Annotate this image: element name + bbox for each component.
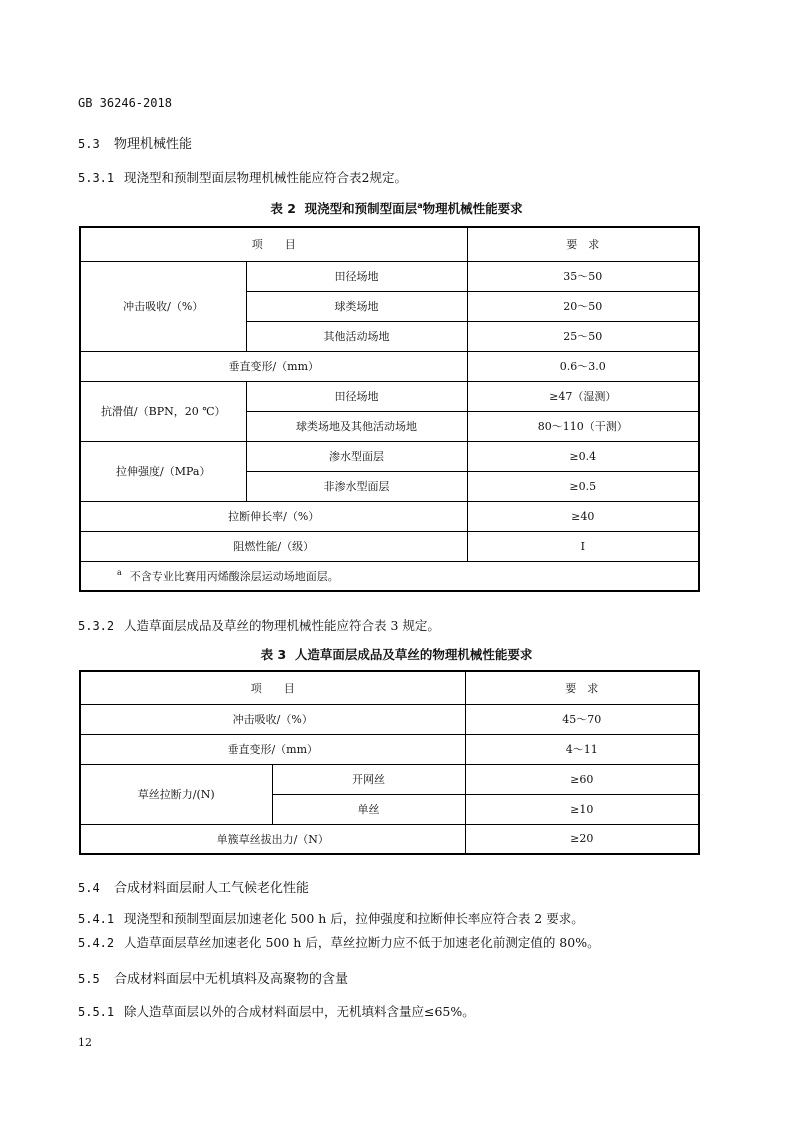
clause-5-5-1 — [78, 1002, 475, 1020]
table-row — [80, 261, 699, 291]
clause-text: 除人造草面层以外的合成材料面层中，无机填料含量应≤65%。 — [124, 1004, 475, 1019]
table3-caption-text: 人造草面层成品及草丝的物理机械性能要求 — [294, 647, 533, 662]
section-5-3-heading — [78, 133, 192, 152]
clause-text: 现浇型和预制型面层加速老化 500 h 后，拉伸强度和拉断伸长率应符合表 2 要求。 — [124, 911, 584, 926]
flame-value: Ⅰ — [467, 531, 699, 561]
section-5-5-heading — [78, 968, 348, 987]
vertical-label: 垂直变形/（mm） — [80, 734, 465, 764]
slip-label: 抗滑值/（BPN，20 ℃） — [80, 381, 246, 441]
section-number: 5.5 — [78, 972, 100, 986]
row-value: 20～50 — [467, 291, 699, 321]
row-sub: 渗水型面层 — [246, 441, 467, 471]
tensile-label: 拉伸强度/（MPa） — [80, 441, 246, 501]
table-row — [80, 501, 699, 531]
tuft-label: 单簇草丝拔出力/（N） — [80, 824, 465, 854]
row-sub: 其他活动场地 — [246, 321, 467, 351]
table-row — [80, 441, 699, 471]
footnote-text: 不含专业比赛用丙烯酸涂层运动场地面层。 — [129, 569, 339, 583]
clause-5-4-2 — [78, 933, 600, 951]
table3-caption-prefix: 表 3 — [260, 647, 287, 662]
table2-caption-suffix: 物理机械性能要求 — [422, 201, 523, 216]
header-requirement: 要 求 — [467, 227, 699, 261]
vertical-label: 垂直变形/（mm） — [80, 351, 467, 381]
clause-text: 人造草面层草丝加速老化 500 h 后，草丝拉断力应不低于加速老化前测定值的 80%。 — [124, 935, 600, 950]
table-row — [80, 824, 699, 854]
table-3 — [79, 670, 700, 855]
yarn-label: 草丝拉断力/(N) — [80, 764, 272, 824]
page-number: 12 — [78, 1036, 92, 1049]
table-row — [80, 531, 699, 561]
row-sub: 田径场地 — [246, 381, 467, 411]
clause-number: 5.3.1 — [78, 171, 115, 185]
row-value: ≥0.5 — [467, 471, 699, 501]
impact-value: 45～70 — [465, 704, 699, 734]
table2-caption-text: 现浇型和预制型面层 — [304, 201, 418, 216]
row-sub: 非渗水型面层 — [246, 471, 467, 501]
row-value: ≥10 — [465, 794, 699, 824]
row-sub: 球类场地 — [246, 291, 467, 321]
table-footnote-row — [80, 561, 699, 591]
table-row — [80, 381, 699, 411]
table-row — [80, 764, 699, 794]
table-row — [80, 734, 699, 764]
footnote-mark: a — [117, 568, 122, 578]
section-number: 5.3 — [78, 137, 100, 151]
vertical-value: 4～11 — [465, 734, 699, 764]
table-row — [80, 704, 699, 734]
table-footnote — [80, 561, 699, 591]
header-item: 项 目 — [80, 227, 467, 261]
elongation-value: ≥40 — [467, 501, 699, 531]
impact-label: 冲击吸收/（%） — [80, 261, 246, 351]
section-title: 合成材料面层耐人工气候老化性能 — [114, 881, 310, 896]
row-sub: 单丝 — [272, 794, 465, 824]
row-value: 25～50 — [467, 321, 699, 351]
row-sub: 球类场地及其他活动场地 — [246, 411, 467, 441]
clause-text: 现浇型和预制型面层物理机械性能应符合表2规定。 — [124, 170, 407, 185]
row-value: ≥60 — [465, 764, 699, 794]
table2-caption-prefix: 表 2 — [270, 201, 296, 216]
clause-number: 5.3.2 — [78, 619, 115, 633]
table-header-row — [80, 227, 699, 261]
table-2 — [79, 226, 700, 592]
table-row — [80, 351, 699, 381]
elongation-label: 拉断伸长率/（%） — [80, 501, 467, 531]
table-header-row — [80, 671, 699, 704]
flame-label: 阻燃性能/（级） — [80, 531, 467, 561]
row-value: ≥0.4 — [467, 441, 699, 471]
clause-5-3-1 — [78, 168, 407, 186]
section-5-4-heading — [78, 877, 309, 896]
section-title: 合成材料面层中无机填料及高聚物的含量 — [114, 972, 349, 987]
tuft-value: ≥20 — [465, 824, 699, 854]
clause-number: 5.5.1 — [78, 1005, 115, 1019]
clause-number: 5.4.2 — [78, 936, 115, 950]
row-value: ≥47（湿测） — [467, 381, 699, 411]
vertical-value: 0.6～3.0 — [467, 351, 699, 381]
section-number: 5.4 — [78, 881, 100, 895]
clause-5-3-2 — [78, 616, 440, 634]
row-value: 80～110（干测） — [467, 411, 699, 441]
clause-number: 5.4.1 — [78, 912, 115, 926]
header-item: 项 目 — [80, 671, 465, 704]
row-sub: 田径场地 — [246, 261, 467, 291]
header-requirement: 要 求 — [465, 671, 699, 704]
impact-label: 冲击吸收/（%） — [80, 704, 465, 734]
section-title: 物理机械性能 — [114, 137, 193, 152]
table2-caption-sup: a — [417, 200, 423, 210]
table3-caption — [0, 645, 793, 663]
row-sub: 开网丝 — [272, 764, 465, 794]
standard-code: GB 36246-2018 — [78, 96, 172, 110]
row-value: 35～50 — [467, 261, 699, 291]
clause-text: 人造草面层成品及草丝的物理机械性能应符合表 3 规定。 — [124, 618, 440, 633]
clause-5-4-1 — [78, 909, 584, 927]
table2-caption — [0, 199, 793, 217]
